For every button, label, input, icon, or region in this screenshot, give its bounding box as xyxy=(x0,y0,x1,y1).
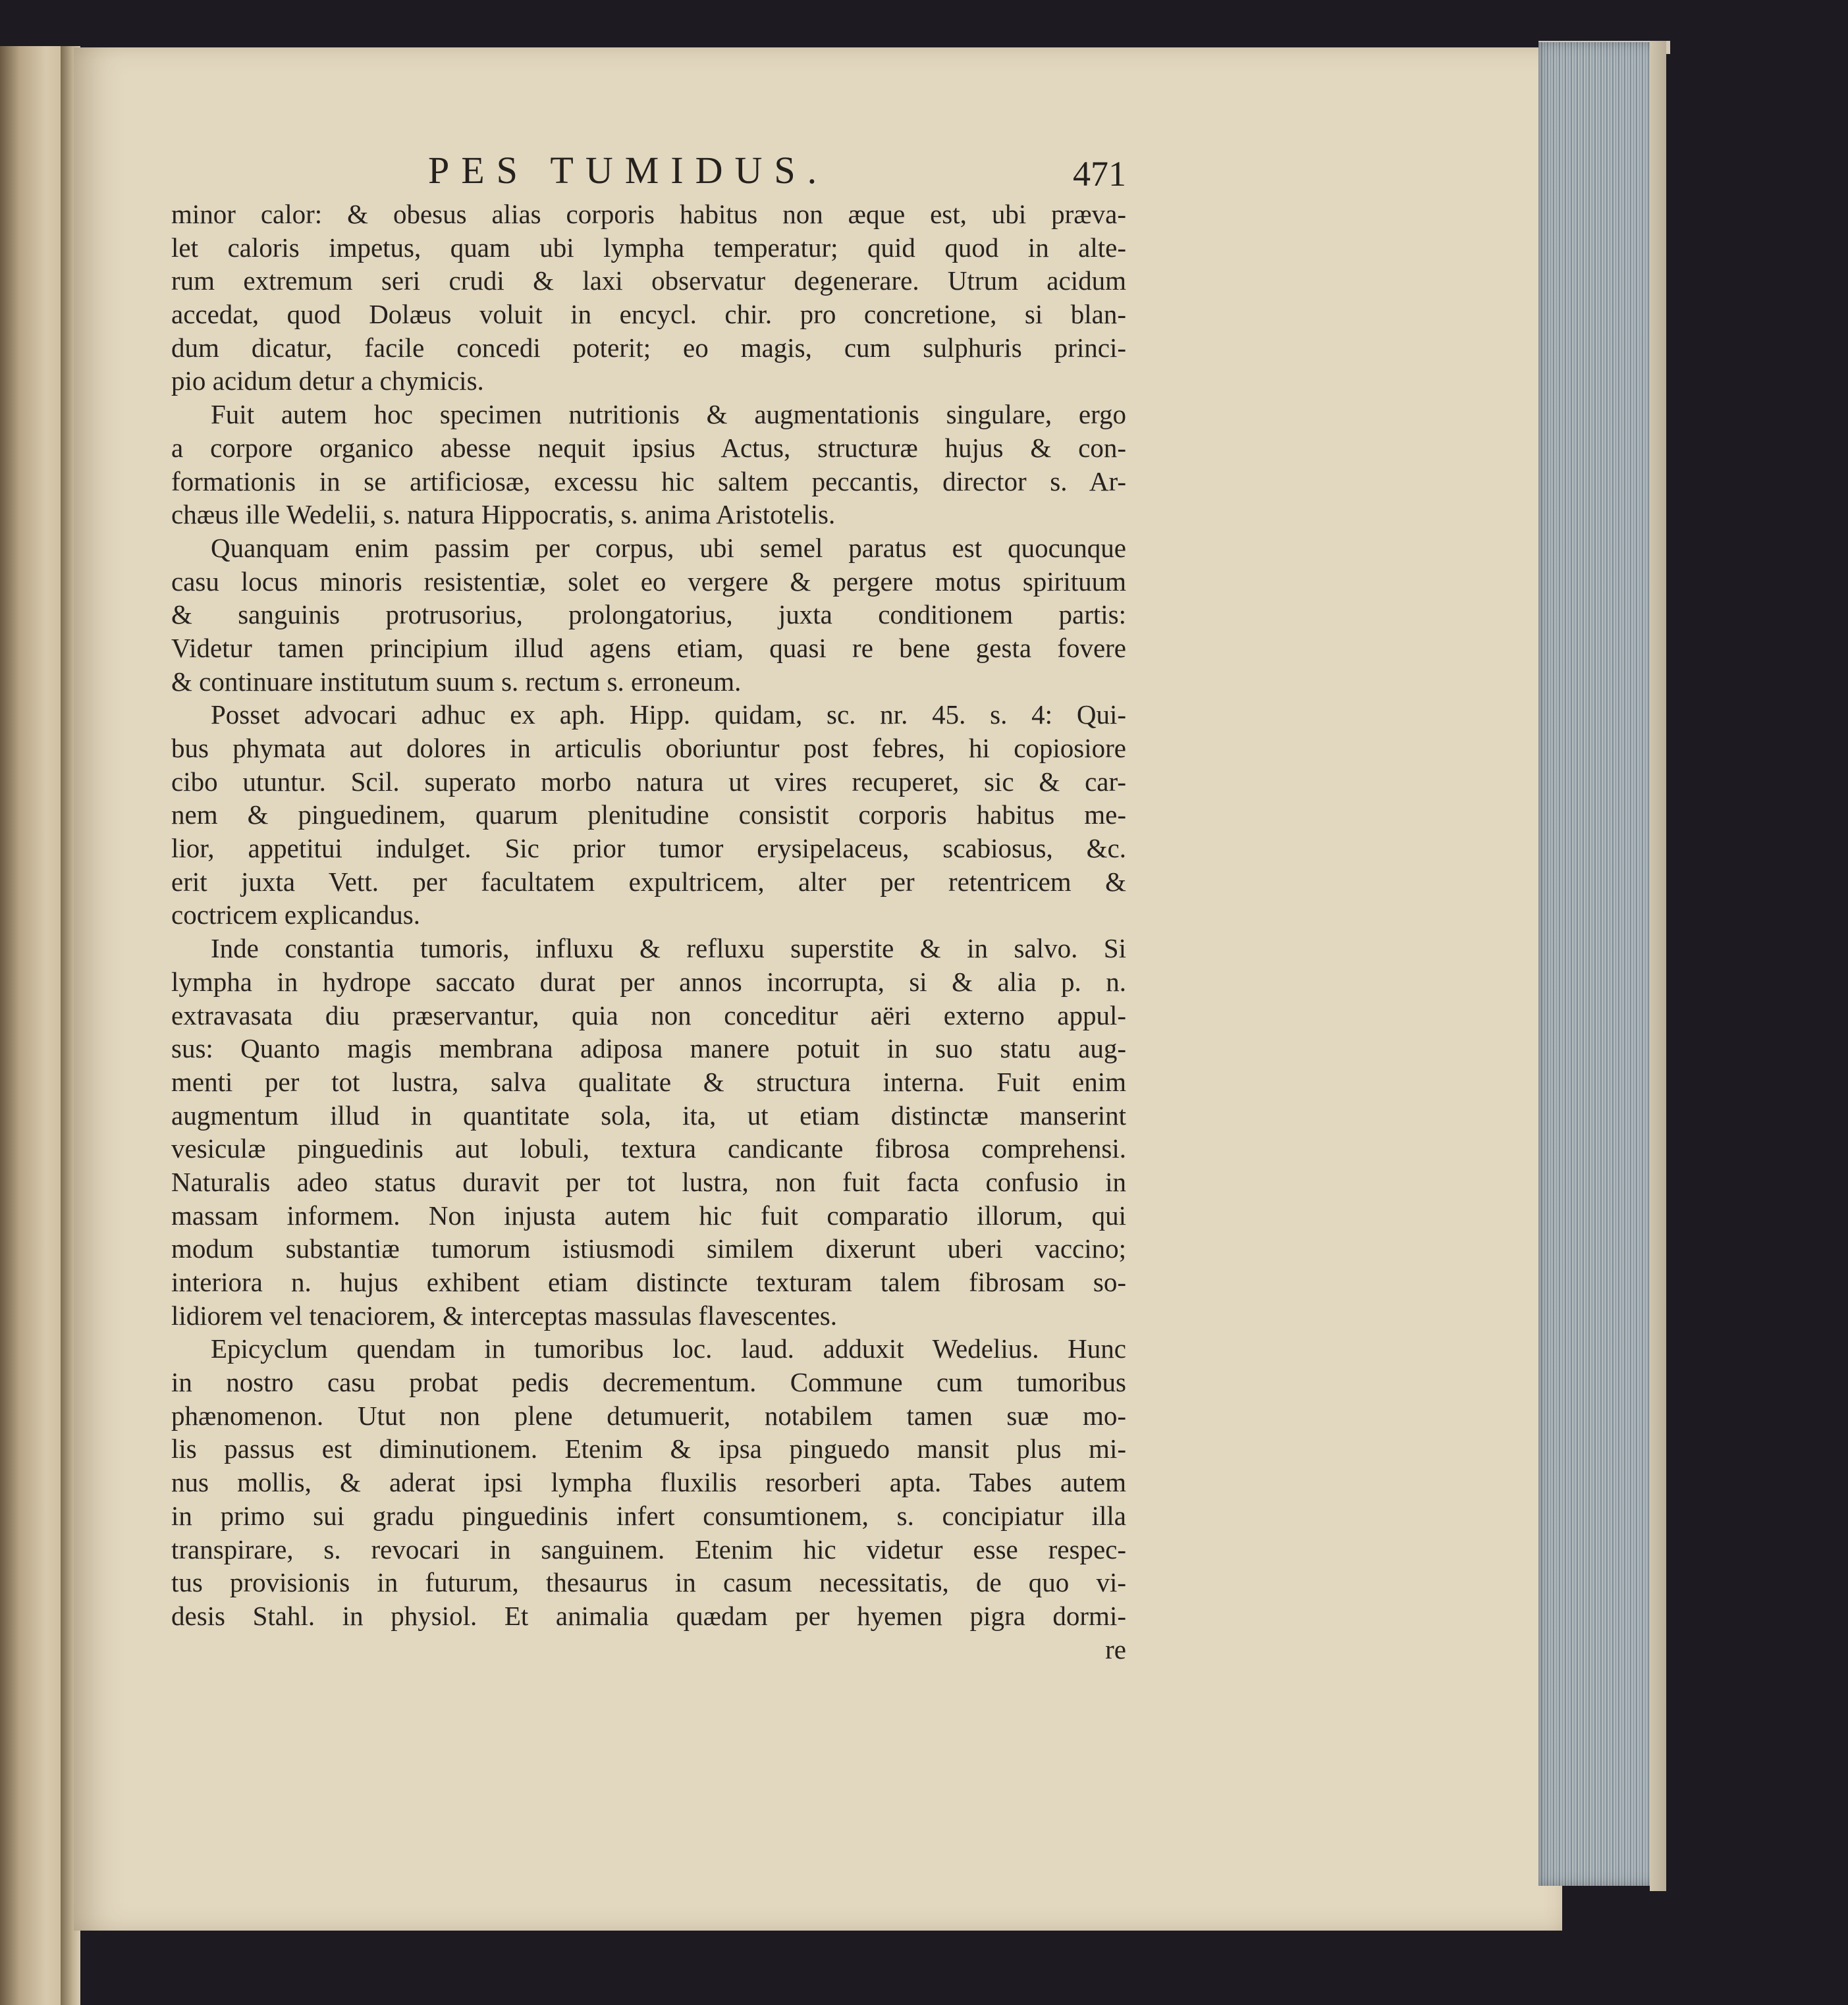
text-line: in primo sui gradu pinguedinis infert consumtionem, s. concipiatur illa xyxy=(171,1500,1126,1531)
text-line: Quanquam enim passim per corpus, ubi semel paratus est quocunque xyxy=(211,532,1126,563)
text-line: lis passus est diminutionem. Etenim & ipsa pinguedo mansit plus mi- xyxy=(171,1433,1126,1464)
text-line: erit juxta Vett. per facultatem expultricem, alter per retentricem & xyxy=(171,866,1126,897)
text-line: lidiorem vel tenaciorem, & interceptas massulas flavescentes. xyxy=(171,1300,837,1331)
text-line: coctricem explicandus. xyxy=(171,899,420,930)
page-number: 471 xyxy=(1073,154,1126,194)
text-line: lior, appetitui indulget. Sic prior tumor erysipelaceus, scabiosus, &c. xyxy=(171,833,1126,864)
text-line: in nostro casu probat pedis decrementum. Commune cum tumoribus xyxy=(171,1367,1126,1398)
text-line: chæus ille Wedelii, s. natura Hippocratis, s. anima Aristotelis. xyxy=(171,499,836,530)
text-line: massam informem. Non injusta autem hic fuit comparatio illorum, qui xyxy=(171,1200,1126,1231)
text-line: bus phymata aut dolores in articulis oboriuntur post febres, hi copiosiore xyxy=(171,733,1126,763)
catchword: re xyxy=(1105,1634,1126,1665)
running-head: PES TUMIDUS. xyxy=(428,149,829,192)
text-line: casu locus minoris resistentiæ, solet eo vergere & pergere motus spirituum xyxy=(171,566,1126,597)
text-line: Inde constantia tumoris, influxu & refluxu superstite & in salvo. Si xyxy=(211,933,1126,964)
text-line: transpirare, s. revocari in sanguinem. Etenim hic videtur esse respec- xyxy=(171,1534,1126,1564)
text-line: phænomenon. Utut non plene detumuerit, notabilem tamen suæ mo- xyxy=(171,1400,1126,1431)
page-header xyxy=(171,148,1126,201)
text-line: dum dicatur, facile concedi poterit; eo magis, cum sulphuris princi- xyxy=(171,332,1126,363)
text-line: Videtur tamen principium illud agens etiam, quasi re bene gesta fovere xyxy=(171,632,1126,663)
text-line: accedat, quod Dolæus voluit in encycl. chir. pro concretione, si blan- xyxy=(171,299,1126,330)
text-line: vesiculæ pinguedinis aut lobuli, textura candicante fibrosa comprehensi. xyxy=(171,1133,1126,1164)
text-line: lympha in hydrope saccato durat per annos incorrupta, si & alia p. n. xyxy=(171,966,1126,997)
text-line: Fuit autem hoc specimen nutritionis & augmentationis singulare, ergo xyxy=(211,399,1126,430)
text-line: let caloris impetus, quam ubi lympha temperatur; quid quod in alte- xyxy=(171,232,1126,263)
text-line: augmentum illud in quantitate sola, ita, ut etiam distinctæ manserint xyxy=(171,1100,1126,1131)
text-line: tus provisionis in futurum, thesaurus in casum necessitatis, de quo vi- xyxy=(171,1567,1126,1598)
text-line: extravasata diu præservantur, quia non conceditur aëri externo appul- xyxy=(171,1000,1126,1030)
text-line: desis Stahl. in physiol. Et animalia quædam per hyemen pigra dormi- xyxy=(171,1600,1126,1631)
text-line: & sanguinis protrusorius, prolongatorius, juxta conditionem partis: xyxy=(171,599,1126,630)
text-line: & continuare institutum suum s. rectum s. erroneum. xyxy=(171,666,742,697)
text-line: interiora n. hujus exhibent etiam distincte texturam talem fibrosam so- xyxy=(171,1267,1126,1297)
text-line: formationis in se artificiosæ, excessu hic saltem peccantis, director s. Ar- xyxy=(171,466,1126,496)
text-line: rum extremum seri crudi & laxi observatur degenerare. Utrum acidum xyxy=(171,265,1126,296)
text-line: Posset advocari adhuc ex aph. Hipp. quidam, sc. nr. 45. s. 4: Qui- xyxy=(211,699,1126,730)
text-line: minor calor: & obesus alias corporis habitus non æque est, ubi præva- xyxy=(171,199,1126,229)
text-line: cibo utuntur. Scil. superato morbo natura ut vires recuperet, sic & car- xyxy=(171,766,1126,797)
text-line: modum substantiæ tumorum istiusmodi similem dixerunt uberi vaccino; xyxy=(171,1233,1126,1264)
text-line: menti per tot lustra, salva qualitate & structura interna. Fuit enim xyxy=(171,1066,1126,1097)
text-line: nem & pinguedinem, quarum plenitudine consistit corporis habitus me- xyxy=(171,799,1126,830)
text-line: sus: Quanto magis membrana adiposa manere potuit in suo statu aug- xyxy=(171,1033,1126,1064)
text-line: Epicyclum quendam in tumoribus loc. laud. adduxit Wedelius. Hunc xyxy=(211,1333,1126,1364)
body-text xyxy=(171,198,1126,1666)
text-line: pio acidum detur a chymicis. xyxy=(171,365,484,396)
facing-page-edge xyxy=(0,46,66,2005)
text-line: Naturalis adeo status duravit per tot lustra, non fuit facta confusio in xyxy=(171,1166,1126,1197)
book-cover-edge xyxy=(1650,41,1666,1891)
text-line: nus mollis, & aderat ipsi lympha fluxilis resorberi apta. Tabes autem xyxy=(171,1467,1126,1498)
text-line: a corpore organico abesse nequit ipsius Actus, structuræ hujus & con- xyxy=(171,432,1126,463)
page-block-edges xyxy=(1538,42,1666,1886)
